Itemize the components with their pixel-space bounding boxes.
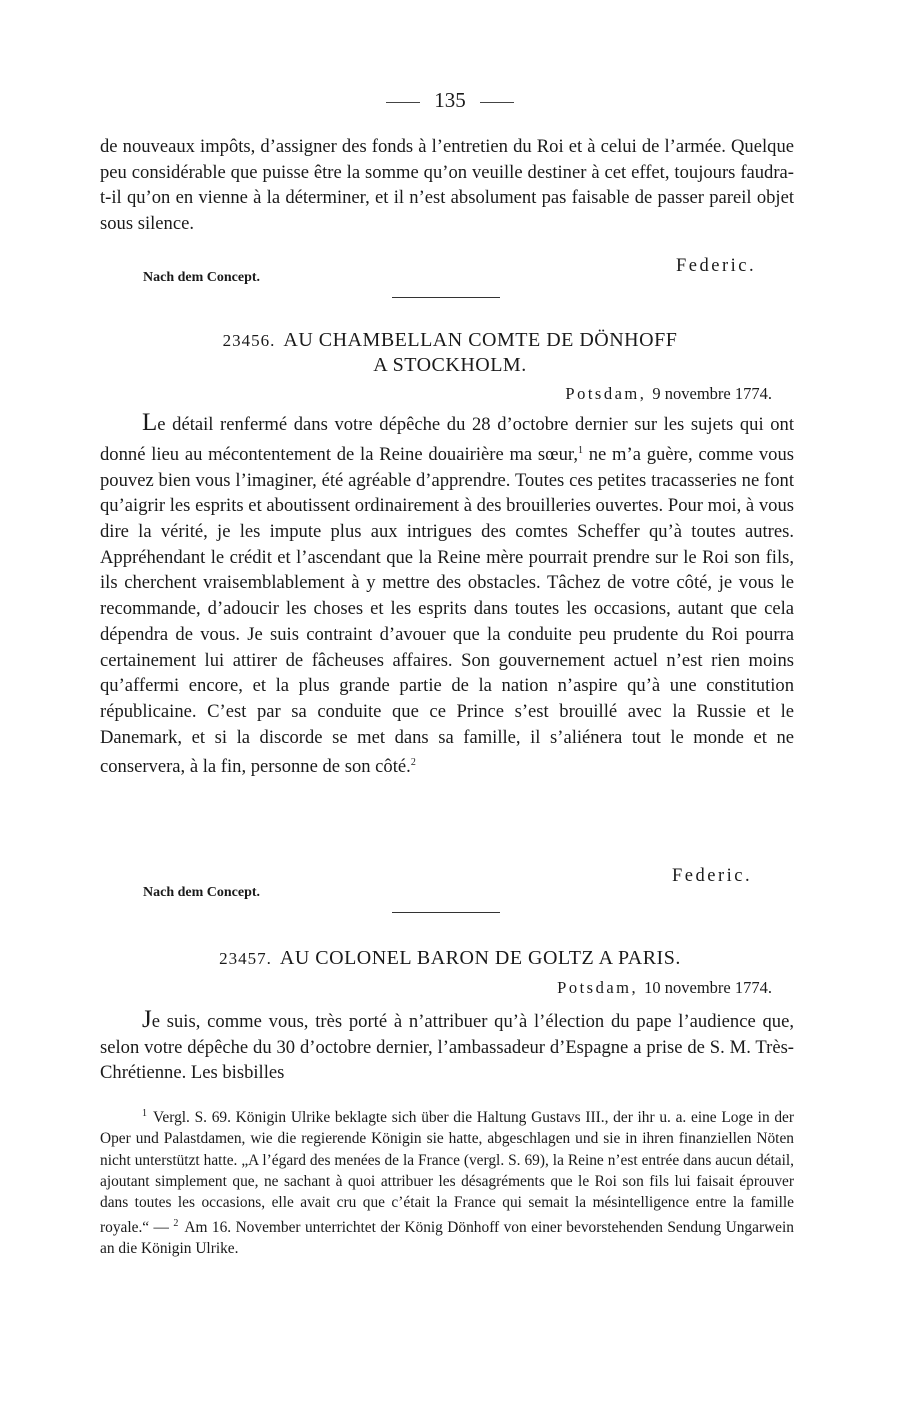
body-text-cont: ne m’a guère, comme vous pouvez bien vous l’imaginer, été agréable d’apprendre. Toutes ces petites tracasseries ne font qu’aigrir les esprits et aboutissent ordinairement à des brouilleries ouvertes. Pour moi, à vous dire la vérité, je les impute plus aux intrigues des comtes Scheffer qu’à toutes autres. Appréhendant le crédit et l’ascendant que la Reine mère pourrait prendre sur le Roi son fils, ils cherchent vraisemblablement à y mettre des obstacles. Tâchez de votre côté, je vous le recommande, d’adoucir les choses et les esprits dans toutes les occasions, autant que cela dépendra de vous. Je suis contraint d’avouer que la conduite peu prudente du Roi pourra certainement lui attirer de fâcheuses affaires. Son gouvernement actuel n’est rien moins qu’affermi encore, et la plus grande partie de la nation n’aspire qu’à une constitution républicaine. C’est par sa conduite que ce Prince s’est brouillé avec la Russie et le Danemark, et si la discorde se met dans sa famille, il s’aliénera tout le monde et ne conservera, à la fin, personne de son côté. bbox=[100, 443, 794, 778]
drop-cap: L bbox=[142, 409, 158, 436]
page-number: 135 bbox=[434, 88, 466, 112]
dateline-2 bbox=[557, 978, 772, 998]
letter-body bbox=[100, 410, 794, 780]
section-divider bbox=[392, 297, 500, 298]
date-2: 10 novembre 1774. bbox=[644, 978, 772, 997]
footnote-mark: 1 bbox=[142, 1108, 147, 1119]
date: 9 novembre 1774. bbox=[652, 384, 772, 403]
letter-title: AU CHAMBELLAN COMTE DE DÖNHOFF bbox=[283, 329, 678, 351]
place-2: Potsdam, bbox=[557, 978, 639, 997]
letter-number-2: 23457. bbox=[219, 949, 272, 968]
footnote-text-2: Am 16. November unterrichtet der König Dönhoff von einer bevorstehenden Sendung Ungarwein an die Königin Ulrike. bbox=[100, 1219, 794, 1258]
continuation-paragraph: de nouveaux impôts, d’assigner des fonds à l’entretien du Roi et à celui de l’armée. Quelque peu considérable que puisse être la somme qu’on veuille destiner à cet effet, toujours faudra-t-il qu’on en vienne à la déterminer, et il n’est absolument pas faisable de passer pareil objet sous silence. bbox=[100, 136, 794, 235]
letter-title-2: AU COLONEL BARON DE GOLTZ A PARIS. bbox=[279, 947, 681, 969]
footnote-entry bbox=[100, 1103, 794, 1260]
letter-heading-2 bbox=[0, 946, 900, 971]
letter-title-line2: A STOCKHOLM. bbox=[373, 354, 527, 376]
header-dash-right bbox=[480, 102, 514, 103]
source-note: Nach dem Concept. bbox=[143, 270, 261, 285]
source-note-2: Nach dem Concept. bbox=[143, 885, 261, 900]
section-divider-2 bbox=[392, 912, 500, 913]
body-text-2: e suis, comme vous, très porté à n’attribuer qu’à l’élection du pape l’audience que, selon votre dépêche du 30 d’octobre dernier, l’ambassadeur d’Espagne a prise de S. M. Très-Chrétienne. Les bisbilles bbox=[100, 1011, 794, 1084]
signature-2: Federic. bbox=[672, 866, 753, 886]
footnotes bbox=[100, 1103, 794, 1260]
place: Potsdam, bbox=[565, 384, 647, 403]
dateline bbox=[565, 384, 772, 404]
letter-heading bbox=[0, 328, 900, 378]
drop-cap-2: J bbox=[142, 1006, 152, 1033]
footnote-ref-2: 2 bbox=[410, 757, 416, 769]
letter-number: 23456. bbox=[222, 331, 276, 350]
body-text: e détail renfermé dans votre dépêche du 28 d’octobre dernier sur les sujets qui ont donné lieu au mécontentement de la Reine douairière ma sœur, bbox=[100, 414, 794, 465]
footnote-ref: 1 bbox=[577, 444, 583, 456]
letter-body-2 bbox=[100, 1007, 794, 1086]
footnote-mark-2: 2 bbox=[173, 1218, 179, 1230]
footnote-text: Vergl. S. 69. Königin Ulrike beklagte sich über die Haltung Gustavs III., der ihr u. a. eine Loge in der Oper und Palastdamen, wie die regierende Königin sie hatte, abgeschlagen und sie in ihren finanziellen Nöten nicht unterstützt hatte. „A l’égard des menées de la France (vergl. S. 69), la Reine n’est entrée dans aucun détail, ajoutant simplement que, ne sachant à quoi attribuer les désagréments que le Roi son fils lui faisait éprouver dans toutes les occasions, elle avait cru que c’était la France qui semait la mésintelligence entre la famille royale.“ — bbox=[100, 1109, 794, 1237]
signature: Federic. bbox=[676, 256, 757, 276]
page-header bbox=[0, 88, 900, 113]
header-dash-left bbox=[386, 102, 420, 103]
